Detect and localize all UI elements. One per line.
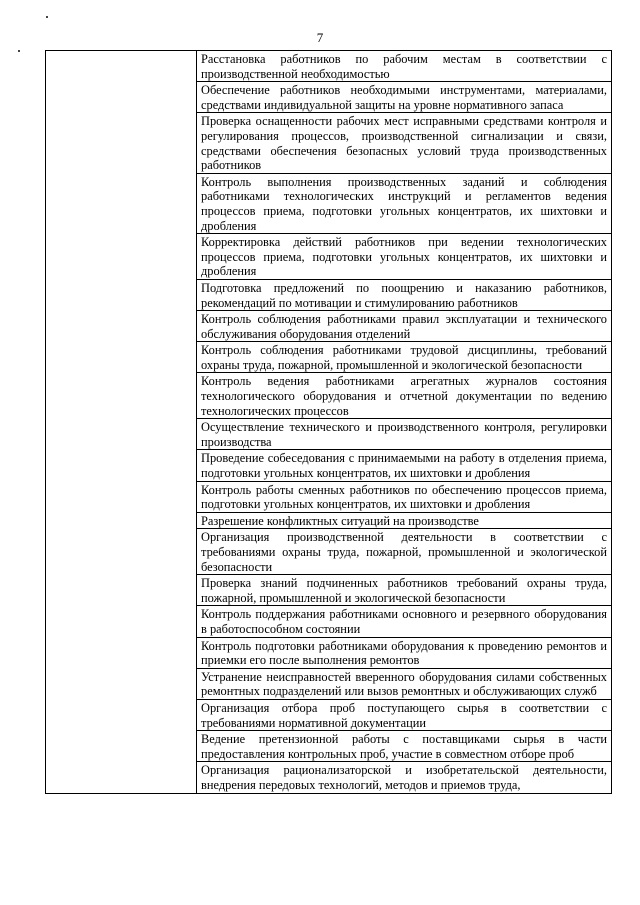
function-cell <box>197 762 612 793</box>
function-text: Контроль соблюдения работниками трудовой дисциплины, требований охраны труда, пожарной, промышленной и экологической безопасности <box>201 343 607 372</box>
scan-speck <box>46 16 48 18</box>
function-text: Проверка знаний подчиненных работников требований охраны труда, пожарной, промышленной и экологической безопасности <box>201 576 607 605</box>
empty-left-cell <box>46 51 197 794</box>
job-functions-table <box>45 50 612 794</box>
function-text: Устранение неисправностей вверенного оборудования силами собственных ремонтных подразделений или вызов ремонтных и обслуживающих служб <box>201 669 607 699</box>
scan-speck <box>18 50 20 52</box>
function-text: Организация рационализаторской и изобретательской деятельности, внедрения передовых технологий, методов и приемов труда, <box>201 763 607 792</box>
function-cell <box>197 529 612 575</box>
function-text: Корректировка действий работников при ведении технологических процессов приема, подготовки угольных концентратов, их шихтовки и дробления <box>201 235 607 279</box>
table-row <box>46 51 612 82</box>
function-text: Контроль работы сменных работников по обеспечению процессов приема, подготовки угольных концентратов, их шихтовки и дробления <box>201 482 607 512</box>
function-cell <box>197 731 612 762</box>
function-text: Контроль соблюдения работниками правил эксплуатации и технического обслуживания оборудования отделений <box>201 312 607 341</box>
function-cell <box>197 419 612 450</box>
function-cell <box>197 699 612 730</box>
function-cell <box>197 82 612 113</box>
function-cell <box>197 113 612 173</box>
function-cell <box>197 637 612 668</box>
function-cell <box>197 668 612 699</box>
function-cell <box>197 51 612 82</box>
function-cell <box>197 279 612 310</box>
function-text: Ведение претензионной работы с поставщиками сырья в части предоставления контрольных проб, участие в совместном отборе проб <box>201 732 607 761</box>
function-text: Контроль выполнения производственных заданий и соблюдения работниками технологических инструкций и регламентов ведения процессов приема, подготовки угольных концентратов, их шихтовки и дробления <box>201 174 607 233</box>
function-text: Контроль подготовки работниками оборудования к проведению ремонтов и приемки его после выполнения ремонтов <box>201 638 607 668</box>
function-text: Подготовка предложений по поощрению и наказанию работников, рекомендаций по мотивации и стимулированию работников <box>201 280 607 310</box>
function-text: Обеспечение работников необходимыми инструментами, материалами, средствами индивидуальной защиты на уровне нормативного запаса <box>201 83 607 112</box>
function-cell <box>197 481 612 512</box>
page-number: 7 <box>316 30 324 45</box>
function-text: Расстановка работников по рабочим местам в соответствии с производственной необходимостью <box>201 52 607 81</box>
function-text: Разрешение конфликтных ситуаций на производстве <box>201 513 479 528</box>
function-text: Проведение собеседования с принимаемыми на работу в отделения приема, подготовки угольных концентратов, их шихтовки и дробления <box>201 451 607 481</box>
function-cell <box>197 173 612 233</box>
function-cell <box>197 342 612 373</box>
function-text: Осуществление технического и производственного контроля, регулировки производства <box>201 420 607 449</box>
function-text: Проверка оснащенности рабочих мест исправными средствами контроля и регулирования процессов, производственной сигнализации и связи, средствами обеспечения безопасных условий труда производственных работников <box>201 114 607 173</box>
function-cell <box>197 575 612 606</box>
function-cell <box>197 450 612 481</box>
function-cell <box>197 311 612 342</box>
function-text: Организация производственной деятельности в соответствии с требованиями охраны труда, пожарной, промышленной и экологической безопасности <box>201 530 607 574</box>
table-body <box>46 51 612 794</box>
function-text: Организация отбора проб поступающего сырья в соответствии с требованиями нормативной документации <box>201 700 607 730</box>
function-cell <box>197 373 612 419</box>
function-text: Контроль ведения работниками агрегатных журналов состояния технологического оборудования и отчетной документации по ведению технологических процессов <box>201 374 607 418</box>
function-text: Контроль поддержания работниками основного и резервного оборудования в работоспособном состоянии <box>201 607 607 636</box>
function-cell <box>197 234 612 280</box>
function-cell <box>197 512 612 529</box>
function-cell <box>197 606 612 637</box>
